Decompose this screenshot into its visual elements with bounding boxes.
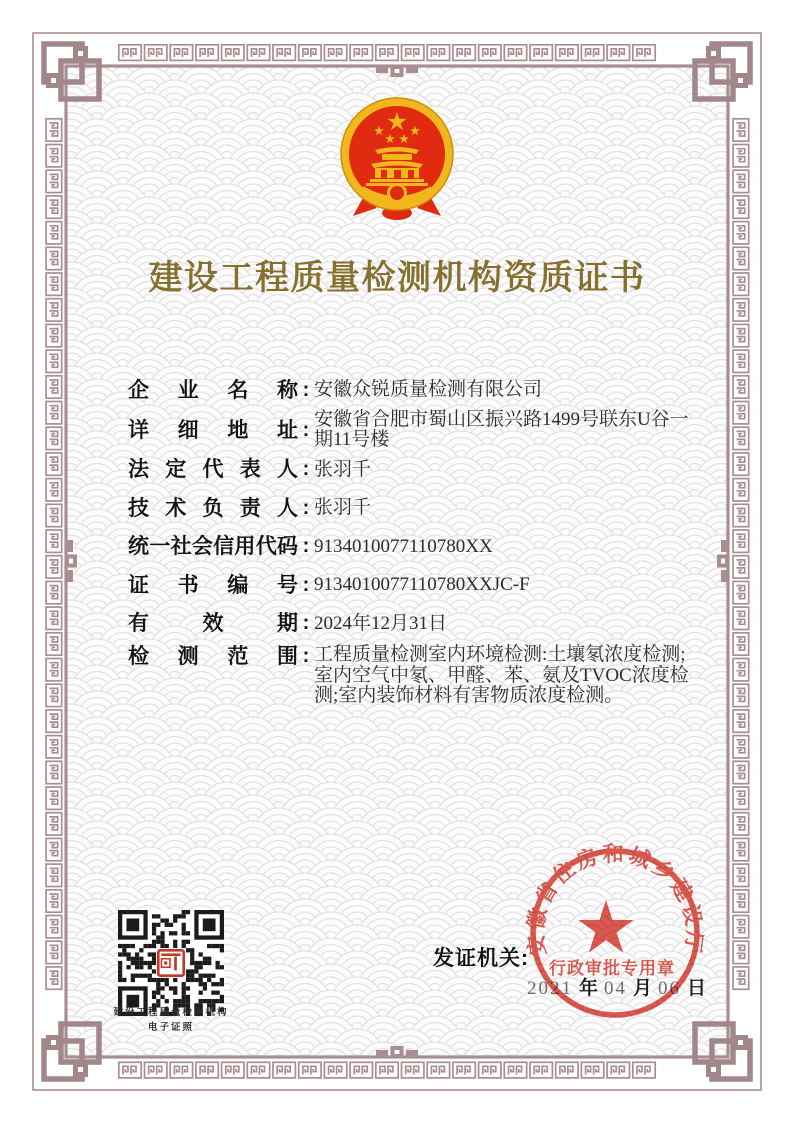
field-row-certificate-number — [128, 566, 694, 605]
field-row-technical-director — [128, 489, 694, 528]
field-colon: : — [302, 496, 310, 519]
field-label: 技术负责人 — [128, 496, 298, 520]
issue-date-month: 04 — [604, 978, 628, 999]
field-label: 统一社会信用代码 — [128, 535, 298, 559]
field-value: 2024年12月31日 — [314, 612, 448, 634]
official-seal — [524, 842, 706, 1024]
field-row-company-name — [128, 371, 694, 410]
field-row-legal-representative — [128, 451, 694, 490]
field-row-valid-until — [128, 605, 694, 644]
field-value: 9134010077110780XX — [314, 535, 493, 557]
qr-center-logo — [156, 948, 186, 978]
field-label: 有效期 — [128, 612, 298, 636]
qr-caption — [81, 1005, 261, 1035]
issue-date-year-unit: 年 — [579, 978, 599, 999]
issuer-label: 发证机关: — [433, 947, 529, 970]
field-colon: : — [302, 612, 310, 635]
field-row-address — [128, 410, 694, 451]
issue-date-month-unit: 月 — [633, 978, 653, 999]
field-colon: : — [302, 378, 310, 401]
field-colon: : — [302, 573, 310, 596]
field-value: 9134010077110780XXJC-F — [314, 574, 530, 595]
seal-type-text: 行政审批专用章 — [549, 959, 675, 978]
field-label: 法定代表人 — [128, 458, 298, 482]
qr-caption-line2: 电子证照 — [147, 1022, 194, 1033]
issue-date-day: 06 — [658, 978, 682, 999]
field-colon: : — [302, 458, 310, 481]
field-colon: : — [302, 418, 310, 441]
qr-code — [118, 910, 224, 1016]
field-value: 张羽千 — [314, 497, 372, 518]
field-value: 安徽省合肥市蜀山区振兴路1499号联东U谷一期11号楼 — [314, 408, 689, 450]
qr-caption-line1: 建设工程质量检测机构 — [113, 1007, 229, 1018]
field-list — [128, 371, 694, 707]
field-row-testing-scope — [128, 643, 694, 707]
field-label: 企业名称 — [128, 378, 298, 402]
seal-star — [578, 900, 633, 953]
issue-date-day-unit: 日 — [687, 978, 707, 999]
field-value: 张羽千 — [314, 458, 372, 480]
issue-date-year: 2021 — [527, 978, 573, 999]
national-emblem-icon — [335, 96, 459, 222]
field-value: 工程质量检测室内环境检测:土壤氡浓度检测;室内空气中氡、甲醛、苯、氨及TVOC浓度检测;室内装饰材料有害物质浓度检测。 — [314, 644, 689, 706]
field-colon: : — [302, 645, 310, 667]
field-label: 证书编号 — [128, 573, 298, 597]
field-label: 详细地址 — [128, 418, 298, 442]
seal-org-text: 安徽省住房和城乡建设厅 — [524, 842, 706, 958]
field-value: 安徽众锐质量检测有限公司 — [314, 379, 543, 400]
field-label: 检测范围 — [128, 645, 298, 668]
certificate-title: 建设工程质量检测机构资质证书 — [148, 259, 646, 297]
field-row-credit-code — [128, 528, 694, 567]
field-colon: : — [302, 535, 310, 558]
